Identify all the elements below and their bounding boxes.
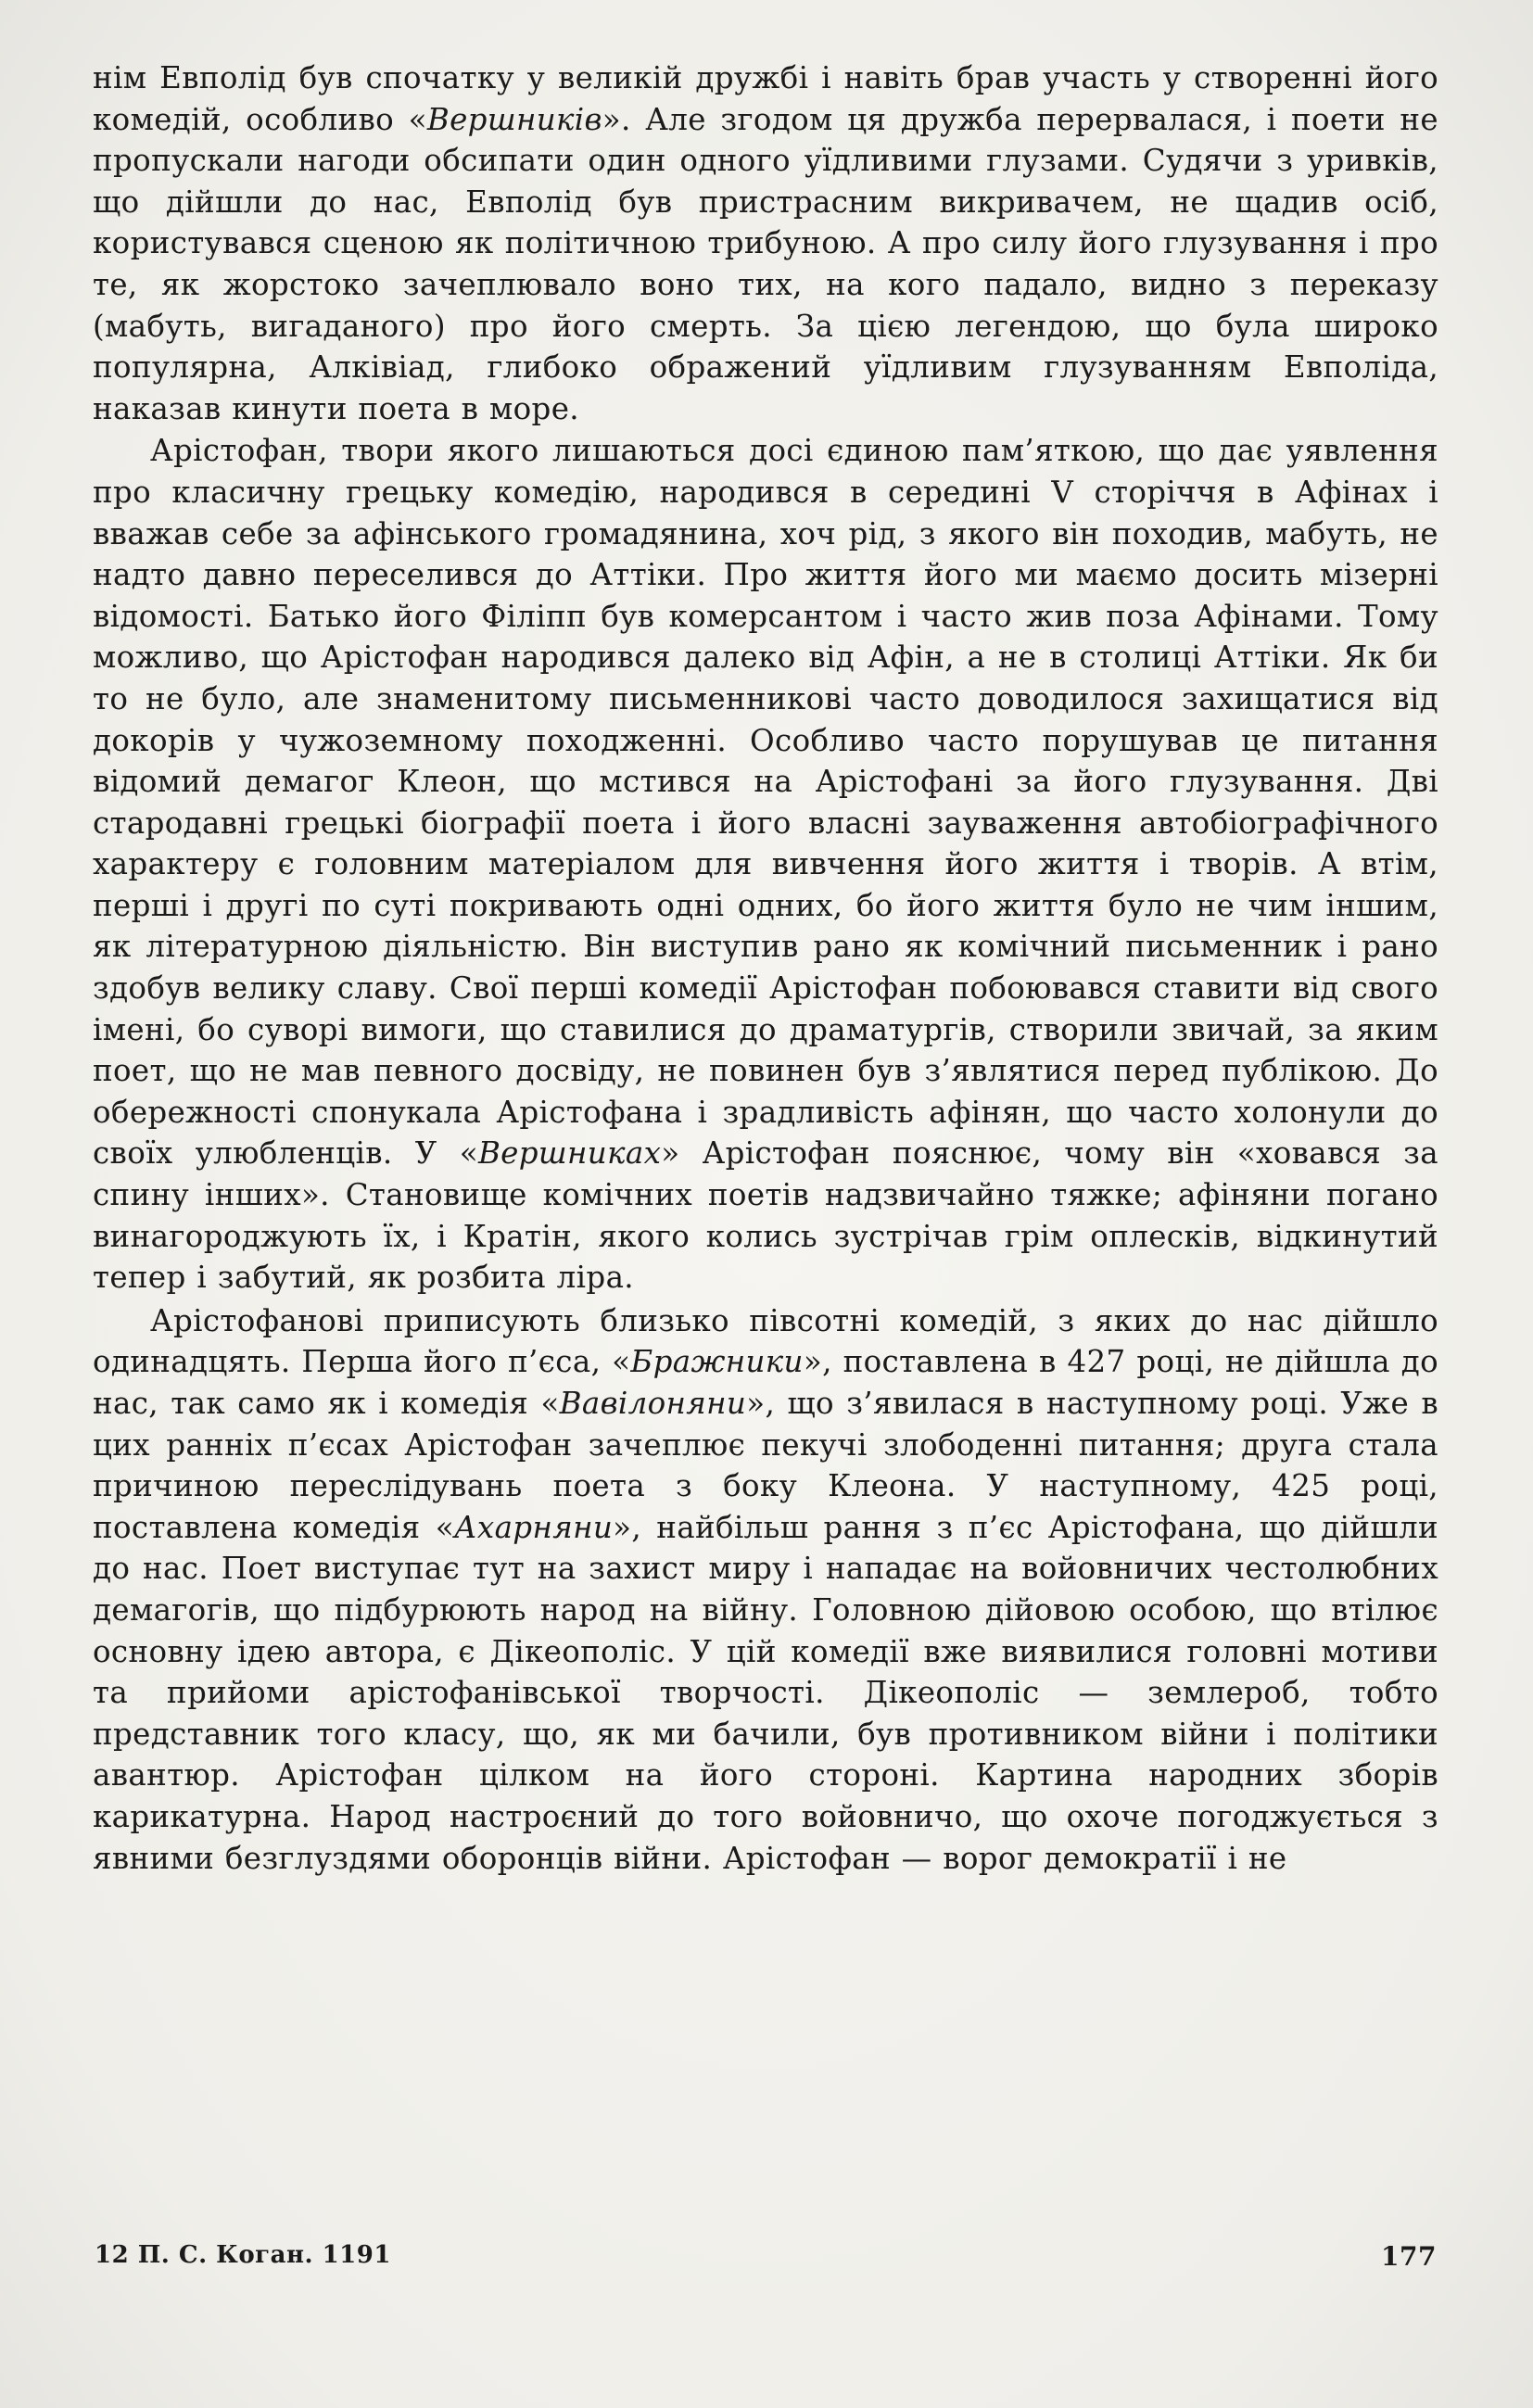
body-text (93, 57, 1438, 1879)
paragraph-3: Арістофанові приписують близько півсотні комедій, з яких до нас дійшло одинадцять. Перша його п’єса, «Бражники», поставлена в 427 році, не дійшла до нас, так само як і комедія «Вавілоняни», що з’явилася в наступному році. Уже в цих ранніх п’єсах Арістофан зачеплює пекучі злободенні питання; друга стала причиною переслідувань поета з боку Клеона. У наступному, 425 році, поставлена комедія «Ахарняни», найбільш рання з п’єс Арістофана, що дійшли до нас. Поет виступає тут на захист миру і нападає на войовничих честолюбних демагогів, що підбурюють народ на війну. Головною дійовою особою, що втілює основну ідею автора, є Дікеополіс. У цій комедії вже виявилися головні мотиви та прийоми арістофанівської творчості. Дікеополіс — землероб, тобто представник того класу, що, як ми бачили, був противником війни і політики авантюр. Арістофан цілком на його стороні. Картина народних зборів карикатурна. Народ настроєний до того войовничо, що охоче погоджується з явними безглуздями оборонців війни. Арістофан — ворог демократії і не (93, 1302, 1438, 1876)
printer-signature: 12 П. С. Коган. 1191 (95, 2241, 391, 2269)
page-number: 177 (1381, 2241, 1437, 2272)
work-title: Бражники (630, 1344, 804, 1380)
work-title: Вершниках (477, 1135, 662, 1172)
work-title: Вершників (426, 101, 602, 137)
paragraph-1: нім Евполід був спочатку у великій дружбі і навіть брав участь у створенні його комедій, особливо «Вершників». Але згодом ця дружба перервалася, і поети не пропускали нагоди обсипати один одного уїдливими глузами. Судячи з уривків, що дійшли до нас, Евполід був пристрасним викривачем, не щадив осіб, користувався сценою як політичною трибуною. А про силу його глузування і про те, як жорстоко зачеплювало воно тих, на кого падало, видно з переказу (мабуть, вигаданого) про його смерть. За цією легендою, що була широко популярна, Алківіад, глибоко ображений уїдливим глузуванням Евполіда, наказав кинути поета в море. (93, 60, 1438, 426)
paragraph-2: Арістофан, твори якого лишаються досі єдиною пам’яткою, що дає уявлення про класичну грецьку комедію, народився в середині V сторіччя в Афінах і вважав себе за афінського громадянина, хоч рід, з якого він походив, мабуть, не надто давно переселився до Аттіки. Про життя його ми маємо досить мізерні відомості. Батько його Філіпп був комерсантом і часто жив поза Афінами. Тому можливо, що Арістофан народився далеко від Афін, а не в столиці Аттіки. Як би то не було, але знаменитому письменникові часто доводилося захищатися від докорів у чужоземному походженні. Особливо часто порушував це питання відомий демагог Клеон, що мстився на Арістофані за його глузування. Дві стародавні грецькі біографії поета і його власні зауваження автобіографічного характеру є головним матеріалом для вивчення його життя і творів. А втім, перші і другі по суті покривають одні одних, бо його життя було не чим іншим, як літературною діяльністю. Він виступив рано як комічний письменник і рано здобув велику славу. Свої перші комедії Арістофан побоювався ставити від свого імені, бо суворі вимоги, що ставилися до драматургів, створили звичай, за яким поет, що не мав певного досвіду, не повинен був з’являтися перед публікою. До обережності спонукала Арістофана і зрадливість афінян, що часто холонули до своїх улюбленців. У «Вершниках» Арістофан пояснює, чому він «ховався за спину інших». Становище комічних поетів надзвичайно тяжке; афіняни погано винагороджують їх, і Кратін, якого колись зустрічав грім оплесків, відкинутий тепер і забутий, як розбита ліра. (93, 433, 1438, 1296)
work-title: Вавілоняни (559, 1386, 747, 1421)
work-title: Ахарняни (453, 1509, 614, 1545)
